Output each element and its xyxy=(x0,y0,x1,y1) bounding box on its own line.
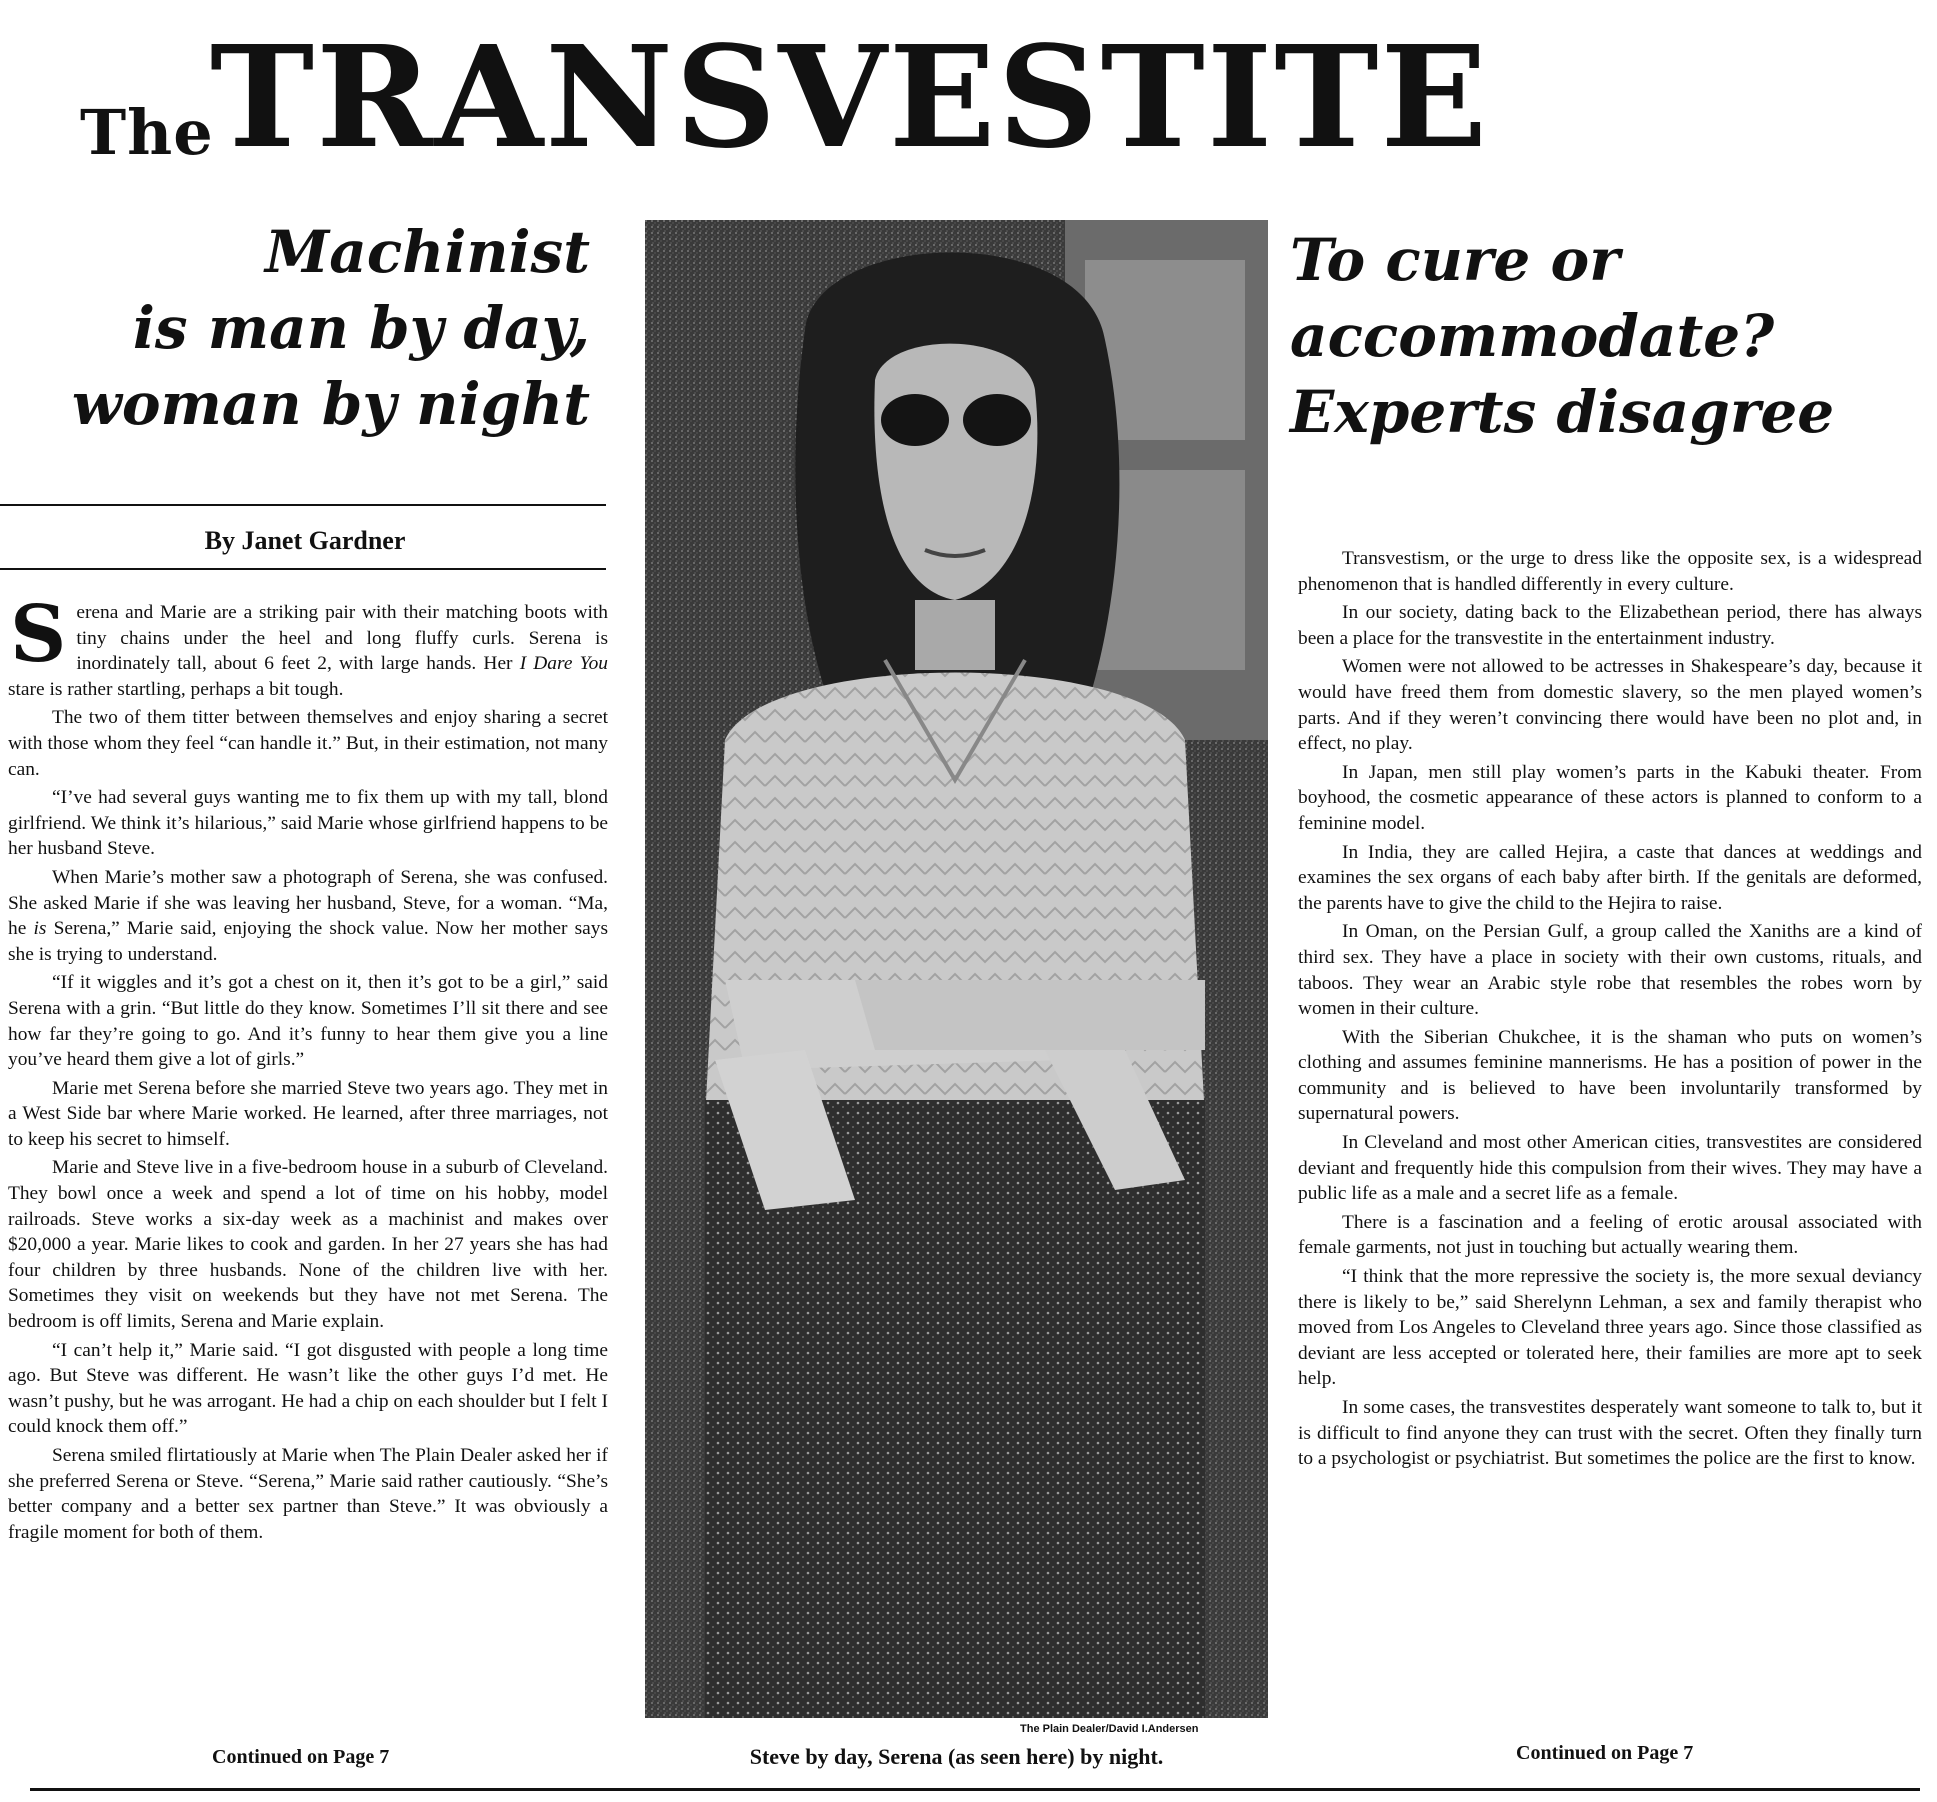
left-article-p4 xyxy=(8,865,608,967)
photo-credit: The Plain Dealer/David I.Andersen xyxy=(1020,1723,1199,1735)
photo-caption: Steve by day, Serena (as seen here) by night. xyxy=(749,1744,1164,1769)
right-article-p2: In our society, dating back to the Elizabethean period, there has always been a place for the transvestite in the entertainment industry. xyxy=(1298,602,1922,649)
byline-top-rule xyxy=(0,504,606,506)
left-article-p5: “If it wiggles and it’s got a chest on it, then it’s got to be a girl,” said Serena with a grin. “But little do they know. Sometimes I’ll sit there and see how far they’re going to go. And it’s funny to hear them give you a line you’ve heard them give a lot of girls.” xyxy=(8,972,608,1071)
right-headline-line2: accommodate? xyxy=(1290,302,1775,370)
byline: By Janet Gardner xyxy=(204,526,406,555)
right-article-p8: In Cleveland and most other American cities, transvestites are considered deviant and frequently hide this compulsion from their wives. They may have a public life as a male and a secret life as a female. xyxy=(1298,1132,1922,1205)
right-article-p1: Transvestism, or the urge to dress like the opposite sex, is a widespread phenomenon that is handled differently in every culture. xyxy=(1298,548,1922,595)
left-p4-a: When Marie’s mother saw a photograph of Serena, she was confused. She asked Marie if she was leaving her husband, Steve, for a woman. “Ma, he xyxy=(8,866,608,940)
left-article-p7: Marie and Steve live in a five-bedroom house in a suburb of Cleveland. They bowl once a week and spend a lot of time on his hobby, model railroads. Steve works a six-day week as a machinist and makes over $20,000 a year. Marie likes to cook and garden. In her 27 years she has had four children by three husbands. None of the children live with her. Sometimes they visit on weekends but they have not met Serena. The bedroom is off limits, Serena and Marie explain. xyxy=(8,1157,608,1333)
right-headline-line3: Experts disagree xyxy=(1290,378,1835,446)
left-article-p6: Marie met Serena before she married Steve two years ago. They met in a West Side bar where Marie worked. He learned, after three marriages, not to keep his secret to himself. xyxy=(8,1077,608,1150)
left-p4-b: Serena,” Marie said, enjoying the shock value. Now her mother says she is trying to understand. xyxy=(8,918,608,965)
right-headline xyxy=(1290,222,1930,450)
right-article-p4: In Japan, men still play women’s parts in the Kabuki theater. From boyhood, the cosmetic appearance of these actors is planned to conform to a feminine model. xyxy=(1298,761,1922,834)
left-p4-em: is xyxy=(33,918,47,940)
right-article-p11: In some cases, the transvestites desperately want someone to talk to, but it is difficult to find anyone they can trust with the secret. Often they finally turn to a psychologist or psychiatrist. But sometimes the police are the first to know. xyxy=(1298,1397,1922,1470)
right-continued-link[interactable]: Continued on Page 7 xyxy=(1516,1742,1694,1764)
right-article-p7: With the Siberian Chukchee, it is the shaman who puts on women’s clothing and assumes feminine mannerisms. He has a position of power in the community and is believed to have been involuntarily transformed by supernatural powers. xyxy=(1298,1026,1922,1125)
right-article-p3: Women were not allowed to be actresses in Shakespeare’s day, because it would have freed them from domestic slavery, so the men played women’s parts. And if they weren’t convincing there would have been no plot and, in effect, no play. xyxy=(1298,656,1922,755)
left-p1-em: I Dare You xyxy=(519,653,608,675)
drop-cap: S xyxy=(10,589,67,680)
left-article-p3: “I’ve had several guys wanting me to fix them up with my tall, blond girlfriend. We think it’s hilarious,” said Marie whose girlfriend happens to be her husband Steve. xyxy=(8,787,608,860)
left-article-p2: The two of them titter between themselves and enjoy sharing a secret with those whom they feel “can handle it.” But, in their estimation, not many can. xyxy=(8,707,608,780)
masthead-title: TRANSVESTITE xyxy=(210,16,1490,180)
left-article-p9: Serena smiled flirtatiously at Marie when The Plain Dealer asked her if she preferred Serena or Steve. “Serena,” Marie said rather cautiously. “She’s better company and a better sex partner than Steve.” It was obviously a fragile moment for both of them. xyxy=(8,1445,608,1543)
right-article xyxy=(1298,546,1922,1475)
left-p1-text: erena and Marie are a striking pair with their matching boots with tiny chains under the heel and long fluffy curls. Serena is inordinately tall, about 6 feet 2, with large hands. Her xyxy=(76,602,608,675)
right-article-p10: “I think that the more repressive the society is, the more sexual deviancy there is likely to be,” said Sherelynn Lehman, a sex and family therapist who moved from Los Angeles to Cleveland three years ago. Since those classified as deviant are less accepted or tolerated here, their families are more apt to seek help. xyxy=(1298,1266,1922,1390)
right-headline-line1: To cure or xyxy=(1290,226,1620,294)
photo xyxy=(645,220,1268,1718)
left-p1-end: stare is rather startling, perhaps a bit tough. xyxy=(8,678,344,700)
left-headline xyxy=(20,214,590,442)
left-article-p1 xyxy=(8,589,608,702)
right-article-p5: In India, they are called Hejira, a caste that dances at weddings and examines the sex organs of each baby after birth. If the genitals are deformed, the parents have to give the child to the Hejira to raise. xyxy=(1298,841,1922,914)
right-article-p9: There is a fascination and a feeling of erotic arousal associated with female garments, not just in touching but actually wearing them. xyxy=(1298,1211,1922,1259)
left-headline-line3: woman by night xyxy=(71,370,590,438)
masthead-the: The xyxy=(80,96,214,169)
portrait-photo xyxy=(645,220,1268,1718)
left-headline-line1: Machinist xyxy=(265,218,590,286)
left-article-p8: “I can’t help it,” Marie said. “I got disgusted with people a long time ago. But Steve was different. He wasn’t like the other guys I’d met. He wasn’t pushy, but he was arrogant. He had a chip on each shoulder but I felt I could knock them off.” xyxy=(8,1339,608,1438)
masthead xyxy=(80,18,1580,188)
page-bottom-rule xyxy=(30,1788,1920,1791)
right-article-p6: In Oman, on the Persian Gulf, a group called the Xaniths are a kind of third sex. They have a place in society with their own customs, rituals, and taboos. They wear an Arabic style robe that resembles the robes worn by women in their culture. xyxy=(1298,921,1922,1020)
left-headline-line2: is man by day, xyxy=(132,294,590,362)
left-continued-link[interactable]: Continued on Page 7 xyxy=(212,1746,390,1768)
byline-bottom-rule xyxy=(0,568,606,570)
left-article xyxy=(8,589,608,1548)
